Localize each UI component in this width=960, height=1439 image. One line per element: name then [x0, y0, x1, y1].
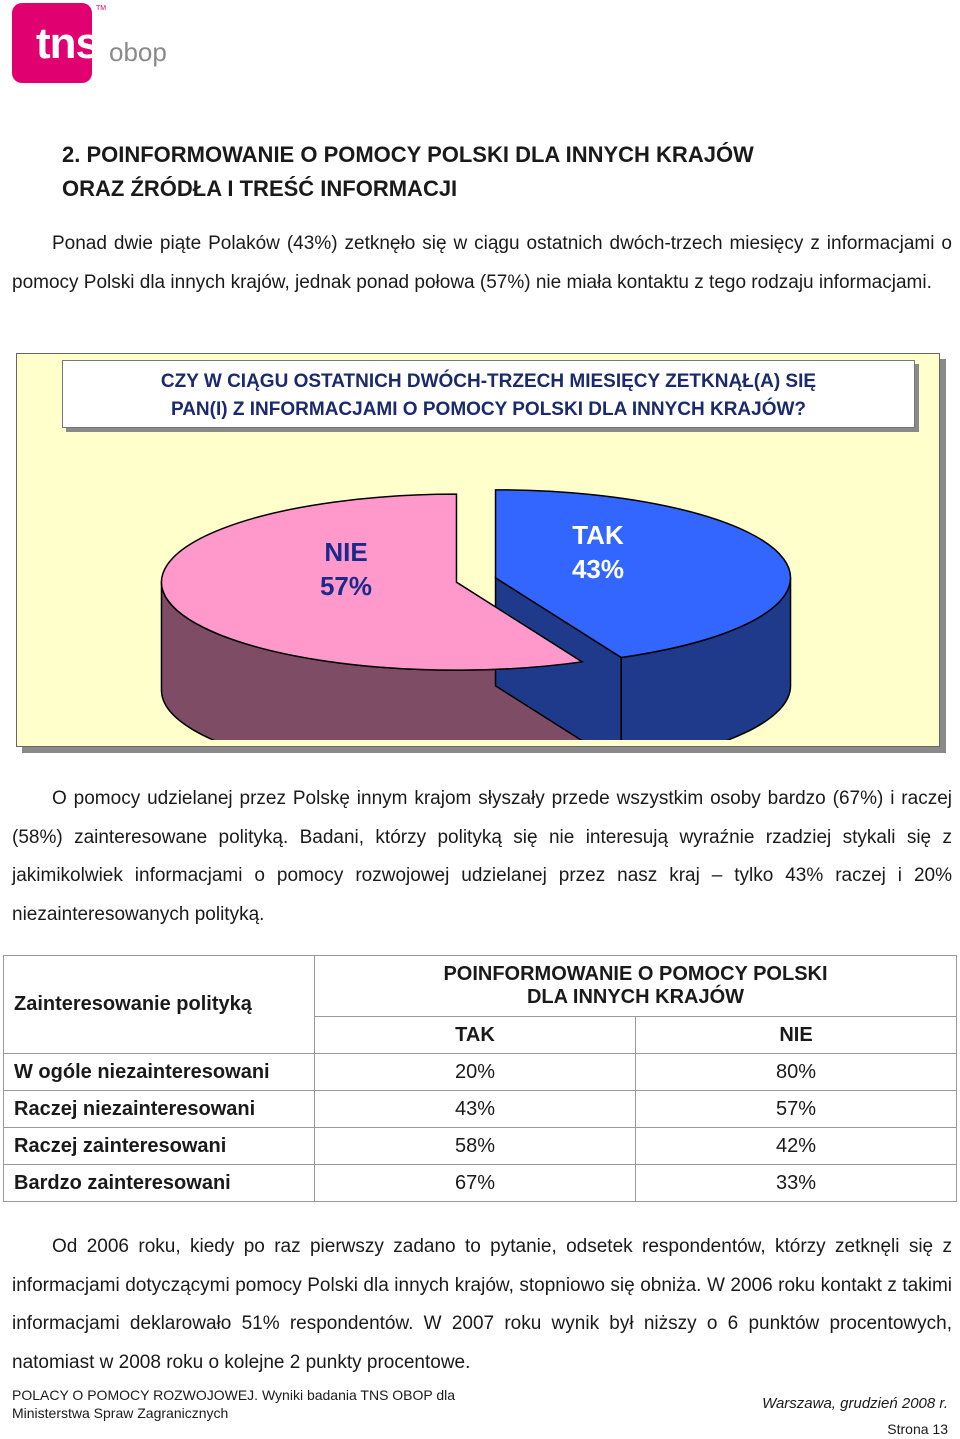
footer-date: Warszawa, grudzień 2008 r. — [762, 1395, 948, 1412]
chart-title — [63, 368, 914, 424]
row-label: Raczej niezainteresowani — [4, 1091, 315, 1128]
table-row — [4, 1165, 957, 1202]
row-label: Raczej zainteresowani — [4, 1128, 315, 1165]
section-title-line2: ORAZ ŹRÓDŁA I TREŚĆ INFORMACJI — [62, 176, 458, 201]
logo-tm: TM — [96, 5, 107, 12]
paragraph-2-text: O pomocy udzielanej przez Polskę innym krajom słyszały przede wszystkim osoby bardzo (67%) i raczej (58%) zainteresowane polityką. Badani, którzy polityką się nie interesują wyraźnie rzadziej stykali się z jakimikolwiek informacjami o pomocy rozwojowej udzielanej przez nasz kraj – tylko 43% raczej i 20% niezainteresowanych polityką. — [12, 788, 952, 925]
logo-sub: obop — [109, 37, 167, 67]
cell-nie: 33% — [635, 1165, 956, 1202]
row-label: Bardzo zainteresowani — [4, 1165, 315, 1202]
row-label: W ogóle niezainteresowani — [4, 1054, 315, 1091]
cell-tak: 67% — [315, 1165, 636, 1202]
cell-nie: 57% — [635, 1091, 956, 1128]
table-group-header-line1: POINFORMOWANIE O POMOCY POLSKI — [443, 963, 828, 985]
pie-chart — [16, 430, 938, 740]
intro-paragraph — [12, 225, 952, 302]
section-title — [62, 138, 922, 206]
page-number: Strona 13 — [887, 1421, 948, 1437]
tns-obop-logo — [12, 3, 167, 83]
cell-tak: 20% — [315, 1054, 636, 1091]
intro-text: Ponad dwie piąte Polaków (43%) zetknęło się w ciągu ostatnich dwóch-trzech miesięcy z informacjami o pomocy Polski dla innych krajów, jednak ponad połowa (57%) nie miała kontaktu z tego rodzaju informacjami. — [12, 233, 952, 293]
footer-source-line1: POLACY O POMOCY ROZWOJOWEJ. Wyniki badania TNS OBOP dla — [12, 1387, 456, 1403]
cell-tak: 43% — [315, 1091, 636, 1128]
cell-nie: 42% — [635, 1128, 956, 1165]
pie-group — [161, 490, 790, 740]
chart-title-box — [62, 360, 915, 428]
chart-title-line1: CZY W CIĄGU OSTATNICH DWÓCH-TRZECH MIESIĘCY ZETKNĄŁ(A) SIĘ — [160, 371, 817, 392]
table-row — [4, 1128, 957, 1165]
table-row — [4, 1091, 957, 1128]
footer-source-line2: Ministerstwa Spraw Zagranicznych — [12, 1405, 229, 1421]
table-header-row — [4, 956, 957, 1017]
chart-title-line2: PAN(I) Z INFORMACJAMI O POMOCY POLSKI DLA INNYCH KRAJÓW? — [170, 399, 807, 420]
pie-label-tak-category: TAK — [572, 520, 624, 550]
table-row — [4, 1054, 957, 1091]
table-row-header: Zainteresowanie polityką — [4, 956, 315, 1054]
table-col-tak: TAK — [315, 1017, 636, 1054]
interest-table — [3, 955, 957, 1202]
section-title-line1: 2. POINFORMOWANIE O POMOCY POLSKI DLA INNYCH KRAJÓW — [62, 142, 754, 167]
paragraph-trend — [12, 1228, 952, 1382]
table-group-header-line2: DLA INNYCH KRAJÓW — [526, 986, 745, 1008]
footer-source — [12, 1386, 455, 1422]
pie-label-nie-category: NIE — [324, 537, 368, 567]
pie-label-tak-value: 43% — [571, 554, 625, 584]
paragraph-political-interest — [12, 780, 952, 934]
cell-nie: 80% — [635, 1054, 956, 1091]
paragraph-3-text: Od 2006 roku, kiedy po raz pierwszy zadano to pytanie, odsetek respondentów, którzy zetknęli się z informacjami dotyczącymi pomocy Polski dla innych krajów, stopniowo się obniża. W 2006 roku kontakt z takimi informacjami deklarowało 51% respondentów. W 2007 roku wynik był niższy o 6 punktów procentowych, natomiast w 2008 roku o kolejne 2 punkty procentowe. — [12, 1236, 952, 1373]
logo-brand: tns — [36, 19, 99, 68]
cell-tak: 58% — [315, 1128, 636, 1165]
table-col-nie: NIE — [635, 1017, 956, 1054]
pie-label-nie-value: 57% — [319, 571, 373, 601]
table-group-header — [315, 956, 957, 1017]
